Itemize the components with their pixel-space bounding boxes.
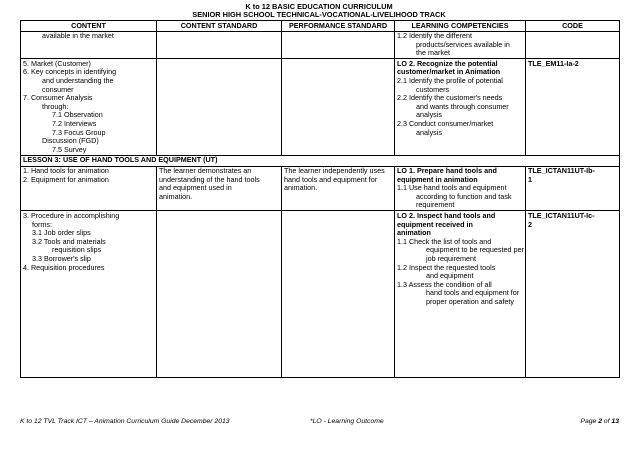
competency-text: the market	[416, 48, 450, 58]
competency-text: 1.1 Check the list of tools and	[397, 236, 492, 246]
learning-outcome-title: animation	[397, 228, 431, 238]
content-text: 7. Consumer Analysis	[23, 93, 93, 103]
content-standard-text: understanding of the hand tools	[159, 174, 260, 184]
competency-code: TLE_ICTAN11UT-Ib-	[528, 166, 595, 175]
content-standard-cell	[157, 211, 282, 378]
competency-text: 1.1 Use hand tools and equipment	[397, 183, 507, 193]
competency-text: 2.1 Identify the profile of potential	[397, 76, 503, 86]
competency-text: and equipment	[426, 271, 474, 281]
competency-text: hand tools and equipment for	[426, 288, 520, 298]
lesson-header-row	[21, 155, 620, 166]
performance-standard-text: The learner independently uses	[284, 166, 385, 175]
content-text: Discussion (FGD)	[42, 136, 99, 146]
document-subtitle: SENIOR HIGH SCHOOL TECHNICAL-VOCATIONAL-LIVELIHOOD TRACK	[192, 10, 446, 19]
competency-code: TLE_ICTAN11UT-Ic-	[528, 210, 595, 220]
column-header-content-standard: CONTENT STANDARD	[157, 21, 282, 32]
page-prefix: Page	[580, 418, 599, 425]
competency-text: job requirement	[426, 253, 476, 263]
content-text: 7.5 Survey	[52, 144, 87, 154]
content-text: 3.2 Tools and materials	[32, 236, 106, 246]
competency-text: 2.2 Identify the customer's needs	[397, 93, 503, 103]
competency-text: 1.2 Identify the different	[397, 31, 472, 41]
content-cell	[21, 166, 157, 211]
table-row	[21, 211, 620, 378]
competency-text: 2.3 Conduct consumer/market	[397, 119, 494, 129]
learning-outcome-title: LO 2. Recognize the potential	[397, 58, 498, 68]
performance-standard-cell	[282, 59, 395, 156]
learning-outcome-title: LO 1. Prepare hand tools and	[397, 166, 497, 175]
content-text: 4. Requisition procedures	[23, 262, 105, 272]
content-text: 7.2 Interviews	[52, 119, 97, 129]
competencies-cell	[395, 166, 526, 211]
learning-outcome-title: equipment received in	[397, 219, 473, 229]
table-row	[21, 31, 620, 59]
competency-code: 2	[528, 219, 532, 229]
content-cell	[21, 59, 157, 156]
footer-document-info: K to 12 TVL Track ICT – Animation Curriculum Guide December 2013	[20, 418, 230, 425]
competency-text: products/services available in	[416, 39, 510, 49]
performance-standard-text: animation.	[284, 183, 318, 193]
page-of: of	[601, 418, 612, 425]
footer-legend: *LO - Learning Outcome	[310, 418, 384, 425]
content-text: 3. Procedure in accomplishing	[23, 210, 120, 220]
competency-text: according to function and task	[416, 191, 512, 201]
performance-standard-text: hand tools and equipment for	[284, 174, 378, 184]
code-cell	[526, 31, 620, 59]
column-header-performance-standard: PERFORMANCE STANDARD	[282, 21, 395, 32]
competency-text: proper operation and safety	[426, 296, 514, 306]
code-cell	[526, 211, 620, 378]
content-text: 3.3 Borrower's slip	[32, 253, 91, 263]
page-current: 2	[598, 418, 602, 425]
lesson-title: LESSON 3: USE OF HAND TOOLS AND EQUIPMENT (UT)	[21, 155, 620, 166]
performance-standard-cell	[282, 211, 395, 378]
content-standard-cell	[157, 31, 282, 59]
content-text: 3.1 Job order slips	[32, 228, 91, 238]
table-row	[21, 59, 620, 156]
competency-text: 1.2 Inspect the requested tools	[397, 262, 496, 272]
performance-standard-cell	[282, 166, 395, 211]
table-header-row	[21, 21, 620, 32]
learning-outcome-title: LO 2. Inspect hand tools and	[397, 210, 496, 220]
competency-code: TLE_EM11-Ia-2	[528, 58, 579, 68]
content-standard-text: The learner demonstrates an	[159, 166, 252, 175]
competency-code: 1	[528, 174, 532, 184]
column-header-content: CONTENT	[21, 21, 157, 32]
competencies-cell	[395, 59, 526, 156]
content-text: 1. Hand tools for animation	[23, 166, 109, 175]
code-cell	[526, 59, 620, 156]
code-cell	[526, 166, 620, 211]
content-text: and understanding the	[42, 76, 114, 86]
page-total: 13	[611, 418, 619, 425]
competency-text: equipment to be requested per	[426, 245, 524, 255]
content-text: 5. Market (Customer)	[23, 58, 91, 68]
content-text: available in the market	[42, 31, 114, 41]
content-cell	[21, 31, 157, 59]
content-text: consumer	[42, 84, 74, 94]
page-number	[580, 418, 619, 427]
content-cell	[21, 211, 157, 378]
curriculum-table	[20, 20, 620, 378]
column-header-learning-competencies: LEARNING COMPETENCIES	[395, 21, 526, 32]
content-standard-text: and equipment used in	[159, 183, 232, 193]
content-standard-cell	[157, 59, 282, 156]
content-text: requisition slips	[52, 245, 102, 255]
content-text: through:	[42, 101, 69, 111]
performance-standard-cell	[282, 31, 395, 59]
learning-outcome-title: equipment in animation	[397, 174, 478, 184]
content-text: 2. Equipment for animation	[23, 174, 109, 184]
competency-text: analysis	[416, 127, 442, 137]
competencies-cell	[395, 211, 526, 378]
content-text: 6. Key concepts in identifying	[23, 67, 117, 77]
competency-text: requirement	[416, 200, 455, 210]
content-text: 7.1 Observation	[52, 110, 103, 120]
competency-text: and wants through consumer	[416, 101, 509, 111]
competency-text: 1.3 Assess the condition of all	[397, 279, 492, 289]
content-standard-cell	[157, 166, 282, 211]
competency-text: customers	[416, 84, 450, 94]
table-row	[21, 166, 620, 211]
competencies-cell	[395, 31, 526, 59]
content-text: forms:	[32, 219, 52, 229]
learning-outcome-title: customer/market in Animation	[397, 67, 501, 77]
content-standard-text: animation.	[159, 191, 193, 201]
column-header-code: CODE	[526, 21, 620, 32]
competency-text: analysis	[416, 110, 442, 120]
content-text: 7.3 Focus Group	[52, 127, 106, 137]
document-title: K to 12 BASIC EDUCATION CURRICULUM	[245, 2, 393, 11]
